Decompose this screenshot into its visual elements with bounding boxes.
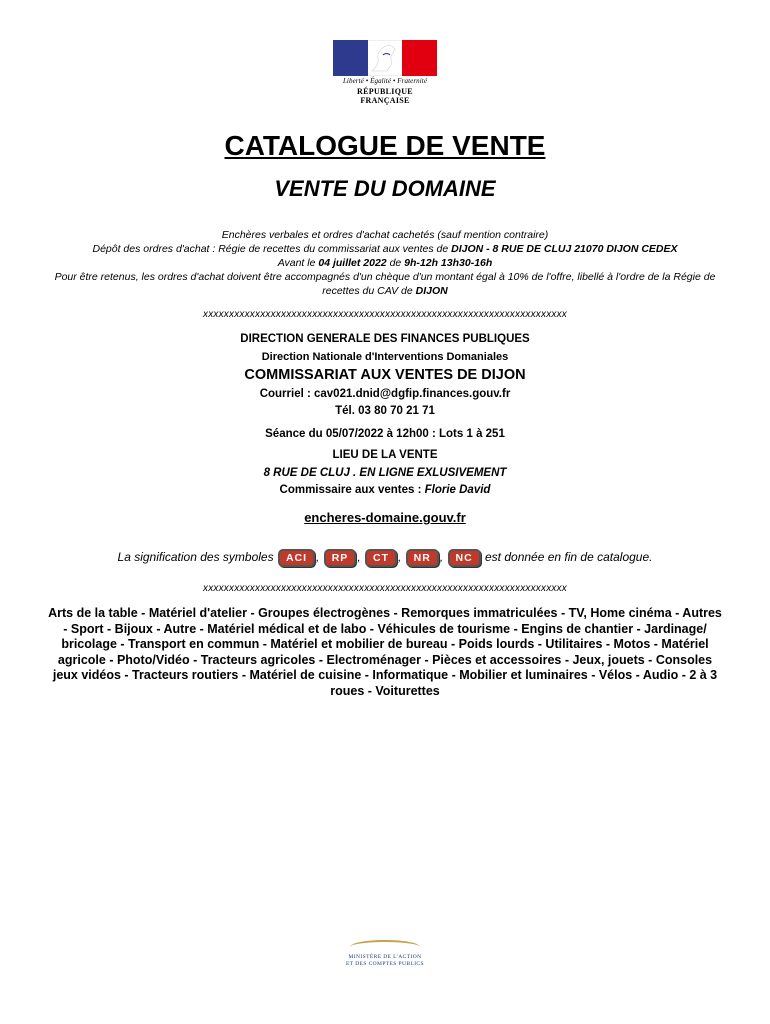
lieu-label: LIEU DE LA VENTE (332, 449, 438, 461)
tricolor-flag-icon (333, 40, 437, 76)
symbol-rp-icon: RP (324, 549, 357, 567)
email-line: Courriel : cav021.dnid@dgfip.finances.gouv.fr (259, 388, 511, 400)
ministere-logo (335, 940, 435, 968)
motto: Liberté • Égalité • Fraternité (342, 77, 428, 85)
symbol-nr-icon: NR (406, 549, 439, 567)
categories-list: Arts de la table - Matériel d'atelier - Groupes électrogènes - Remorques immatriculées - TV, Home cinéma - Autres - Sport - Bijoux - Autre - Matériel médical et de labo - Véhicules de tourisme - Engins de chantier - Jardinage/ bricolage - Transport en commun - Matériel et mobilier de bureau - Poids lourds - Utilitaires - Motos - Matériel agricole - Photo/Vidéo - Tracteurs agricoles - Electroménager - Pièces et accessoires - Jeux, jouets - Consoles jeux vidéos - Tracteurs routiers - Matériel de cuisine - Informatique - Mobilier et luminaires - Vélos - Audio - 2 à 3 roues - Voiturettes (48, 606, 722, 698)
ministere-line-2: ET DES COMPTES PUBLICS (346, 961, 424, 967)
symbols-legend: La signification des symboles ACI , RP , CT , NR , NC est donnée en fin de catalogue. (0, 549, 770, 567)
intro-text (50, 228, 720, 298)
lieu-address: 8 RUE DE CLUJ . EN LIGNE EXLUSIVEMENT (263, 467, 507, 479)
page-title: CATALOGUE DE VENTE (224, 130, 546, 161)
symbols-pre-text: La signification des symboles (117, 550, 274, 565)
republique-francaise-logo (332, 40, 438, 105)
commissariat-heading: COMMISSARIAT AUX VENTES DE DIJON (244, 367, 526, 383)
symbol-nc-icon: NC (448, 549, 481, 567)
intro-line-4: Pour être retenus, les ordres d'achat doivent être accompagnés d'un chèque d'un montant égal à 10% de l'offre, libellé à l'ordre de la Régie de recettes du CAV de DIJON (54, 271, 716, 297)
commissaire-line: Commissaire aux ventes : Florie David (279, 484, 491, 496)
republique-francaise: RÉPUBLIQUE FRANÇAISE (357, 87, 413, 105)
dgfip-heading: DIRECTION GENERALE DES FINANCES PUBLIQUES (240, 333, 530, 345)
intro-line-3: Avant le 04 juillet 2022 de 9h-12h 13h30-16h (277, 257, 493, 269)
website-link[interactable]: encheres-domaine.gouv.fr (304, 510, 466, 525)
ministere-arc-icon (350, 940, 420, 954)
separator-bottom: xxxxxxxxxxxxxxxxxxxxxxxxxxxxxxxxxxxxxxxxxxxxxxxxxxxxxxxxxxxxxxxxxxxxxx (203, 583, 567, 594)
symbol-aci-icon: ACI (278, 549, 315, 567)
intro-line-1: Enchères verbales et ordres d'achat cachetés (sauf mention contraire) (221, 229, 549, 241)
symbols-post-text: est donnée en fin de catalogue. (481, 550, 653, 565)
seance-line: Séance du 05/07/2022 à 12h00 : Lots 1 à 251 (265, 428, 505, 440)
symbol-ct-icon: CT (365, 549, 397, 567)
separator-top: xxxxxxxxxxxxxxxxxxxxxxxxxxxxxxxxxxxxxxxxxxxxxxxxxxxxxxxxxxxxxxxxxxxxxx (203, 309, 567, 320)
phone-line: Tél. 03 80 70 21 71 (335, 405, 435, 417)
dnid-heading: Direction Nationale d'Interventions Domaniales (261, 351, 509, 363)
ministere-line-1: MINISTÈRE DE L'ACTION (348, 954, 422, 960)
marianne-icon (369, 43, 403, 73)
page-subtitle: VENTE DU DOMAINE (274, 176, 496, 201)
intro-line-2: Dépôt des ordres d'achat : Régie de recettes du commissariat aux ventes de DIJON - 8 RUE DE CLUJ 21070 DIJON CEDEX (92, 243, 678, 255)
